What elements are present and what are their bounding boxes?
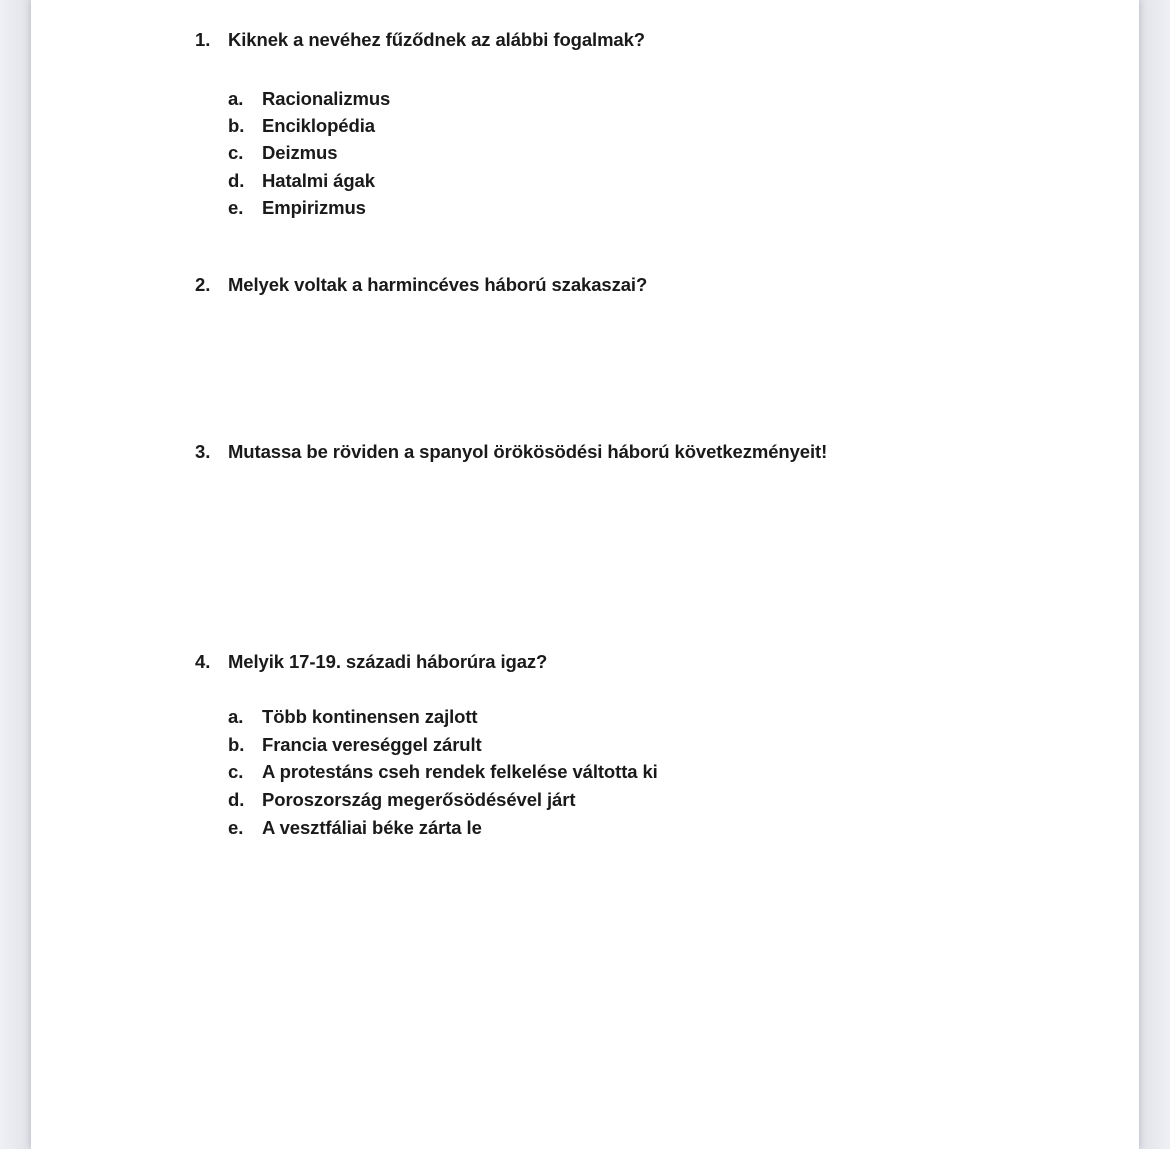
option-letter: a.	[228, 706, 244, 727]
question-1-text: Kiknek a nevéhez fűződnek az alábbi fogalmak?	[228, 29, 646, 50]
option-text: Racionalizmus	[262, 88, 391, 109]
option-text: Hatalmi ágak	[262, 169, 375, 191]
left-gutter	[0, 0, 31, 1149]
question-4	[195, 648, 547, 675]
question-3-text: Mutassa be röviden a spanyol örökösödési háború következményeit!	[228, 441, 828, 462]
question-2	[195, 271, 647, 298]
question-1-options	[228, 85, 390, 221]
option-row	[228, 167, 390, 194]
option-text: Enciklopédia	[262, 115, 375, 137]
option-letter: e.	[228, 816, 244, 838]
option-letter: a.	[228, 88, 244, 109]
option-letter: d.	[228, 789, 245, 811]
question-1	[195, 26, 645, 53]
question-4-number: 4.	[195, 651, 211, 672]
option-text: A vesztfáliai béke zárta le	[262, 816, 482, 838]
option-row	[228, 139, 390, 166]
question-2-text: Melyek voltak a harmincéves háború szakaszai?	[228, 274, 648, 295]
option-row	[228, 731, 658, 759]
option-row	[228, 758, 658, 786]
option-row	[228, 814, 658, 842]
option-text: A protestáns cseh rendek felkelése váltotta ki	[262, 761, 658, 783]
option-row	[228, 703, 658, 731]
option-letter: c.	[228, 142, 244, 164]
option-row	[228, 85, 390, 112]
option-letter: e.	[228, 196, 244, 218]
option-text: Poroszország megerősödésével járt	[262, 789, 576, 811]
option-text: Deizmus	[262, 142, 338, 164]
option-text: Empirizmus	[262, 196, 366, 218]
question-1-number: 1.	[195, 29, 211, 50]
document-page	[31, 0, 1139, 1149]
option-row	[228, 194, 390, 221]
option-letter: c.	[228, 761, 244, 783]
question-3-number: 3.	[195, 441, 211, 462]
option-text: Francia vereséggel zárult	[262, 733, 482, 755]
question-3	[195, 438, 827, 465]
question-2-number: 2.	[195, 274, 211, 295]
option-row	[228, 112, 390, 139]
question-4-options	[228, 703, 658, 841]
question-4-text: Melyik 17-19. századi háborúra igaz?	[228, 651, 548, 672]
option-row	[228, 786, 658, 814]
option-letter: b.	[228, 733, 245, 755]
right-gutter	[1139, 0, 1170, 1149]
option-text: Több kontinensen zajlott	[262, 706, 478, 727]
option-letter: b.	[228, 115, 245, 137]
option-letter: d.	[228, 169, 245, 191]
